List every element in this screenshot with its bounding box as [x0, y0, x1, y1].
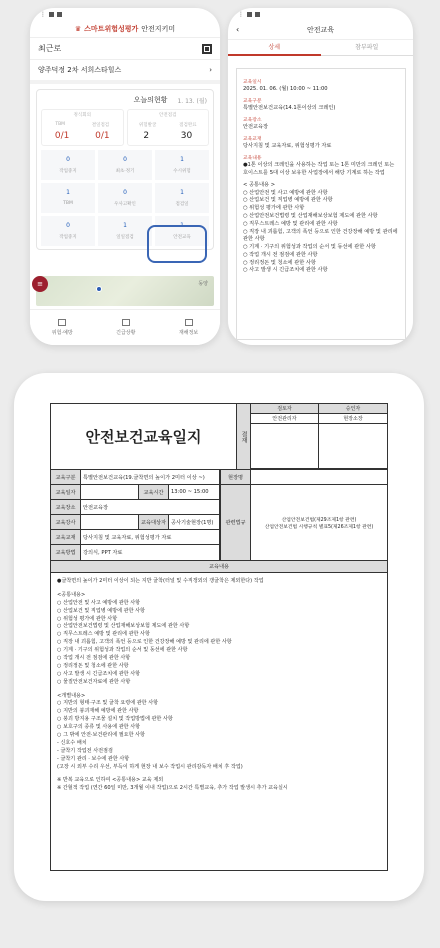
back-icon[interactable]: ‹	[236, 25, 240, 34]
grid-cell[interactable]: 1 TBM	[41, 183, 95, 213]
chevron-right-icon: ›	[209, 66, 212, 74]
grid-cell-safety-education[interactable]: 1 안전교육	[155, 216, 209, 246]
content-line: - 굴착기 관리 · 보수에 관한 사항	[57, 755, 130, 762]
content-line: ○ 물질안전보건자료에 관한 사항	[57, 678, 131, 685]
content-line: ○ 사고 발생 시 긴급조치에 관한 사항	[57, 670, 141, 677]
content-line: - 굴착기 작업전 사전점검	[57, 747, 113, 754]
content-line: ○ 지반의 형태·구조 및 굴착 요령에 관한 사항	[57, 700, 159, 707]
grid-cell[interactable]: 1 수시위험	[155, 150, 209, 180]
brand-prefix: 스마트위험성평가	[84, 24, 139, 33]
content-line: ○ 보호구의 종류 및 사용에 관한 사항	[57, 724, 141, 731]
detail-list-item: ○ 산업안전보건법령 및 산업재해보상보험 제도에 관한 사항	[243, 212, 378, 219]
content-line: ○ 직무스트레스 예방 및 관리에 관한 사항	[57, 631, 150, 638]
content-line: ○ 직장 내 괴롭힘, 고객의 폭언 등으로 인한 건강장해 예방 및 관리에 관한 사항	[57, 639, 232, 646]
map-view[interactable]: 동양	[36, 276, 214, 306]
phone-education-detail	[228, 8, 413, 345]
alert-icon	[122, 319, 130, 326]
detail-list-item: ○ 직무스트레스 예방 및 관리에 관한 사항	[243, 220, 338, 227]
content-line: ○ 작업 개시 전 점검에 관한 사항	[57, 655, 131, 662]
content-line: (고장 시 외부 수리 우선, 부득이 하게 현장 내 보수 작업시 관리감독자 배치 후 작업)	[57, 763, 243, 770]
detail-list-item: ○ 사고 발생 시 긴급조치에 관한 사항	[243, 267, 328, 274]
risk-box[interactable]: 안전점검 위험발굴 점검완료 2 30	[127, 109, 210, 146]
qr-code-icon[interactable]	[202, 44, 212, 54]
page-title: 안전교육	[306, 25, 335, 34]
signature-table: 검토자 승인자 안전관리자 현장소장	[251, 404, 387, 469]
document-icon	[185, 319, 193, 326]
recent-row[interactable]: 최근로	[30, 38, 220, 60]
detail-list-item: ○ 위험성 평가에 관한 사항	[243, 205, 305, 212]
content-line: ○ 붕괴 방지용 구조물 설치 및 작업방법에 관한 사항	[57, 716, 173, 723]
nav-disaster-info[interactable]: 재해정보	[179, 319, 198, 336]
tab-attachments[interactable]: 참부파일	[321, 40, 414, 56]
menu-fab-button[interactable]: ≡	[32, 276, 48, 292]
site-selector[interactable]: 양주덕정 2차 서희스타힐스 ›	[30, 60, 220, 84]
content-line: <공통내용>	[57, 591, 86, 598]
signature-box	[319, 424, 387, 469]
nav-emergency[interactable]: 긴급상황	[116, 319, 135, 336]
content-line: ○ 산업안전 및 사고 예방에 관한 사항	[57, 599, 141, 606]
brand-logo-icon: ♛	[74, 24, 82, 33]
status-bar: ⋮	[228, 8, 413, 20]
detail-list-item: ○ 작업 개시 전 점검에 관한 사항	[243, 251, 318, 258]
content-header: 교육내용	[51, 561, 387, 573]
doc-title: 안전보건교육일지	[51, 404, 237, 469]
app-header	[30, 20, 220, 38]
grid-cell[interactable]: 1 일일점검	[98, 216, 152, 246]
content-body	[51, 573, 387, 798]
content-line: ○ 산업보건 및 직업병 예방에 관한 사항	[57, 607, 145, 614]
brand-suffix: 안전지키미	[141, 24, 176, 33]
grid-cell[interactable]: 0 작업중지	[41, 216, 95, 246]
signature-box	[251, 424, 319, 469]
detail-list-item: ○ 직장 내 괴롭힘, 고객의 폭언 등으로 인한 건강장해 예방 및 관리에 관한 사항	[243, 228, 398, 243]
content-line: ○ 기계 · 기구의 위험성과 작업의 순서 및 동선에 관한 사항	[57, 647, 188, 654]
status-title: 오늘의현황	[133, 96, 168, 104]
status-bar: ⋮	[30, 8, 220, 20]
status-date: 1. 13. (월)	[177, 97, 207, 105]
detail-list-item: < 공통내용 >	[243, 181, 276, 188]
tab-detail[interactable]: 상세	[228, 40, 321, 56]
detail-body: 교육일시 2025. 01. 06. (월) 10:00 ~ 11:00 교육구분 특별안전보건교육(14.1톤이상의 크레인) 교육장소 안전교육장 교육교재 당사지침 및 교육자료, 위험성평가 자료 교육내용 ●1톤 이상의 크레인을 사용하는 작업 또는 1톤 미만의 크레인 또는 호이스트를 5대 이상 보유한 사업장에서 해당 기계로 하는 작업 < 공통내용 > ○ 산업안전 및 사고 예방에 관한 사항 ○ 산업보건 및 직업병 예방에 관한 사항 ○ 위험성 평가에 관한 사항 ○ 산업안전보건법령 및 산업재해보상보험 제도에 관한 사항 ○ 직무스트레스 예방 및 관리에 관한 사항 ○ 직장 내 괴롭힘, 고객의 폭언 등으로 인한 건강장해 예방 및 관리에 관한 사항 ○ 기계 · 기구의 위험성과 작업의 순서 및 동선에 관한 사항 ○ 작업 개시 전 점검에 관한 사항 ○ 정리정돈 및 청소에 관한 사항 ○ 사고 발생 시 긴급조치에 관한 사항	[236, 68, 406, 340]
bottom-nav	[30, 309, 220, 345]
content-line: ○ 정리정돈 및 청소에 관한 사항	[57, 662, 129, 669]
tbm-box[interactable]: 정식회의 TBM 결일점검 0/1 0/1	[41, 109, 124, 146]
grid-cell[interactable]: 0 우사고확인	[98, 183, 152, 213]
content-line: ○ 산업안전보건법령 및 산업재해보상보험 제도에 관한 사항	[57, 623, 190, 630]
phone-home-screen	[30, 8, 220, 345]
detail-list-item: ○ 기계 · 기구의 위험성과 작업의 순서 및 동선에 관한 사항	[243, 244, 376, 251]
approval-label: 결재	[237, 404, 251, 469]
detail-tabs	[228, 40, 413, 56]
detail-list-item: ○ 산업보건 및 직업병 예방에 관한 사항	[243, 197, 333, 204]
highlight-ring	[147, 225, 207, 263]
content-line: ○ 위험성 평가에 관한 사항	[57, 615, 118, 622]
grid-cell[interactable]: 1 점검일	[155, 183, 209, 213]
safety-education-log: 안전보건교육일지 결재 검토자 승인자 안전관리자 현장소장 교육구분 특별안전보건교육(19.굴착면의 높이가 2미터 이상 ~) 교육일자 교육시간 13:00 ~ 15:00 교육장소 안전교육장 교육강사 교육대상자 공사기술현장(1명) 교육교재 당사지침 및 교육자료, 위험성평가 자료 교육방법 강의식, PPT 자료 현장명 관련법규 산업안전보건법(제29조제1항 관련) 산업안전보건법 시행규칙 별표5(제26조제1항 관련) 교육내용 ●굴착면의 높이가 2미터 이상이 되는 지반 굴착(터널 및 수직갱외의 갱굴착은 제외한다) 작업 <공통내용> ○ 산업안전 및 사고 예방에 관한 사항 ○ 산업보건 및 직업병 예방에 관한 사항 ○ 위험성 평가에 관한 사항 ○ 산업안전보건법령 및 산업재해보상보험 제도에 관한 사항 ○ 직무스트레스 예방 및 관리에 관한 사항 ○ 직장 내 괴롭힘, 고객의 폭언 등으로 인한 건강장해 예방 및 관리에 관한 사항 ○ 기계 · 기구의 위험성과 작업의 순서 및 동선에 관한 사항 ○ 작업 개시 전 점검에 관한 사항 ○ 정리정돈 및 청소에 관한 사항 ○ 사고 발생 시 긴급조치에 관한 사항 ○ 물질안전보건자료에 관한 사항 <개별내용> ○ 지반의 형태·구조 및 굴착 요령에 관한 사항 ○ 지반의 붕괴재해 예방에 관한 사항 ○ 붕괴 방지용 구조물 설치 및 작업방법에 관한 사항 ○ 보호구의 종류 및 사용에 관한 사항 ○ 그 밖에 안전·보건관리에 필요한 사항 - 신호수 배치 - 굴착기 작업전 사전점검 - 굴착기 관리 · 보수에 관한 사항 (고장 시 외부 수리 우선, 부득이 하게 현장 내 보수 작업시 관리감독자 배치 후 작업) ※ 반복 교육으로 인하여 <공통내용> 교육 제외 ※ 간헐적 작업 (연간 60일 미만, 3개월 이내 작업)으로 2시간 특별교육, 추가 작업 발생시 추가 교육실시	[50, 403, 388, 871]
content-line: ※ 간헐적 작업 (연간 60일 미만, 3개월 이내 작업)으로 2시간 특별교육, 추가 작업 발생시 추가 교육실시	[57, 785, 288, 792]
detail-header	[228, 20, 413, 40]
detail-list-item: ○ 정리정돈 및 청소에 관한 사항	[243, 259, 316, 266]
content-line: <개별내용>	[57, 692, 86, 699]
grid-cell[interactable]: 0 최초·정기	[98, 150, 152, 180]
content-line: ○ 그 밖에 안전·보건관리에 필요한 사항	[57, 732, 145, 739]
content-line: ●굴착면의 높이가 2미터 이상이 되는 지반 굴착(터널 및 수직갱외의 갱굴착은 제외한다) 작업	[57, 578, 264, 584]
content-line: - 신호수 배치	[57, 739, 87, 746]
document-card	[14, 373, 424, 901]
detail-item-list	[243, 182, 399, 276]
detail-list-item: ○ 산업안전 및 사고 예방에 관한 사항	[243, 189, 328, 196]
content-line: ※ 반복 교육으로 인하여 <공통내용> 교육 제외	[57, 777, 164, 784]
home-icon	[58, 319, 66, 326]
nav-risk-prevention[interactable]: 위험·예방	[52, 319, 73, 336]
grid-cell[interactable]: 0 작업중지	[41, 150, 95, 180]
content-line: ○ 지반의 붕괴재해 예방에 관한 사항	[57, 708, 139, 715]
map-pin-icon[interactable]	[96, 286, 102, 292]
